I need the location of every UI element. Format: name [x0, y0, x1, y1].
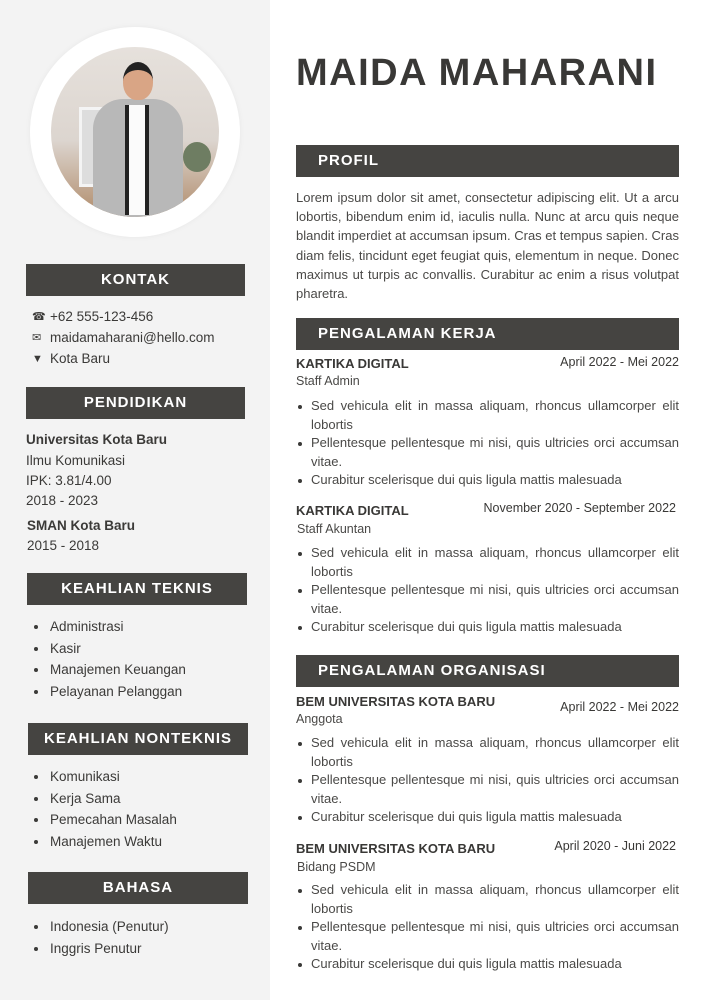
soft-skills-list [34, 766, 177, 852]
school-1-major: Ilmu Komunikasi [26, 453, 126, 468]
list-item: Inggris Penutur [34, 938, 169, 960]
work-2-dates: November 2020 - September 2022 [483, 501, 676, 515]
org-2-dates: April 2020 - Juni 2022 [554, 839, 676, 853]
email-text: maidamaharani@hello.com [50, 330, 215, 345]
list-item: Curabitur scelerisque dui quis ligula mattis malesuada [296, 955, 679, 974]
contact-header: KONTAK [26, 264, 245, 296]
work-1-bullets [296, 397, 679, 490]
phone-text: +62 555-123-456 [50, 309, 154, 324]
list-item: Sed vehicula elit in massa aliquam, rhoncus ullamcorper elit lobortis [296, 881, 679, 918]
school-1-gpa: IPK: 3.81/4.00 [26, 473, 112, 488]
org-2-role: Bidang PSDM [297, 860, 376, 874]
list-item: Manajemen Keuangan [34, 659, 186, 681]
org-1-bullets [296, 734, 679, 827]
list-item: Indonesia (Penutur) [34, 916, 169, 938]
school-1-name: Universitas Kota Baru [26, 432, 168, 447]
work-1-role: Staff Admin [296, 374, 360, 388]
languages-header: BAHASA [28, 872, 248, 904]
work-2-bullets [296, 544, 679, 637]
work-2-role: Staff Akuntan [297, 522, 372, 536]
phone-icon: ☎ [32, 311, 46, 323]
organization-header: PENGALAMAN ORGANISASI [296, 655, 679, 687]
list-item: Curabitur scelerisque dui quis ligula mattis malesuada [296, 808, 679, 827]
org-2-name: BEM UNIVERSITAS KOTA BARU [296, 841, 496, 856]
profile-photo-frame [30, 27, 240, 237]
languages-list [34, 916, 169, 959]
list-item: Pemecahan Masalah [34, 809, 177, 831]
list-item: Komunikasi [34, 766, 177, 788]
list-item: Pellentesque pellentesque mi nisi, quis ultricies orci accumsan vitae. [296, 581, 679, 618]
contact-phone [32, 309, 153, 324]
list-item: Administrasi [34, 616, 186, 638]
list-item: Sed vehicula elit in massa aliquam, rhoncus ullamcorper elit lobortis [296, 734, 679, 771]
work-header: PENGALAMAN KERJA [296, 318, 679, 350]
list-item: Curabitur scelerisque dui quis ligula mattis malesuada [296, 471, 679, 490]
contact-email [32, 330, 215, 345]
profile-header: PROFIL [296, 145, 679, 177]
soft-skills-header: KEAHLIAN NONTEKNIS [28, 723, 248, 755]
list-item: Pellentesque pellentesque mi nisi, quis ultricies orci accumsan vitae. [296, 771, 679, 808]
list-item: Curabitur scelerisque dui quis ligula mattis malesuada [296, 618, 679, 637]
org-1-name: BEM UNIVERSITAS KOTA BARU [296, 694, 496, 709]
list-item: Manajemen Waktu [34, 831, 177, 853]
location-text: Kota Baru [50, 351, 111, 366]
education-header: PENDIDIKAN [26, 387, 245, 419]
technical-skills-list [34, 616, 186, 702]
list-item: Pellentesque pellentesque mi nisi, quis ultricies orci accumsan vitae. [296, 918, 679, 955]
school-2-name: SMAN Kota Baru [27, 518, 136, 533]
photo-plant [183, 142, 211, 172]
profile-text: Lorem ipsum dolor sit amet, consectetur adipiscing elit. Ut a arcu lobortis, bibendum enim id, iaculis nulla. Nunc at arcu quis neque blandit imperdiet at accumsan ipsum. Cras et tempus sapien. Cras diam felis, tincidunt eget feugiat quis, elementum in neque. Donec maximus ut turpis ac convallis. Curabitur ac enim a risus volutpat pharetra. [296, 190, 679, 302]
list-item: Sed vehicula elit in massa aliquam, rhoncus ullamcorper elit lobortis [296, 544, 679, 581]
list-item: Pellentesque pellentesque mi nisi, quis ultricies orci accumsan vitae. [296, 434, 679, 471]
sidebar [0, 0, 270, 1000]
school-2-years: 2015 - 2018 [27, 538, 100, 553]
photo-shirt [125, 105, 149, 215]
page-title: MAIDA MAHARANI [296, 52, 658, 94]
school-1-years: 2018 - 2023 [26, 493, 99, 508]
work-2-company: KARTIKA DIGITAL [296, 503, 409, 518]
envelope-icon: ✉ [32, 332, 42, 344]
technical-skills-header: KEAHLIAN TEKNIS [27, 573, 247, 605]
list-item: Sed vehicula elit in massa aliquam, rhoncus ullamcorper elit lobortis [296, 397, 679, 434]
work-1-dates: April 2022 - Mei 2022 [560, 355, 679, 369]
list-item: Kerja Sama [34, 788, 177, 810]
map-pin-icon: ▼ [32, 352, 43, 365]
profile-photo [51, 47, 219, 217]
work-1-company: KARTIKA DIGITAL [296, 356, 409, 371]
contact-location [32, 351, 110, 366]
list-item: Pelayanan Pelanggan [34, 681, 186, 703]
list-item: Kasir [34, 638, 186, 660]
org-1-role: Anggota [296, 712, 343, 726]
photo-head [123, 62, 153, 100]
org-1-dates: April 2022 - Mei 2022 [560, 700, 679, 714]
org-2-bullets [296, 881, 679, 974]
